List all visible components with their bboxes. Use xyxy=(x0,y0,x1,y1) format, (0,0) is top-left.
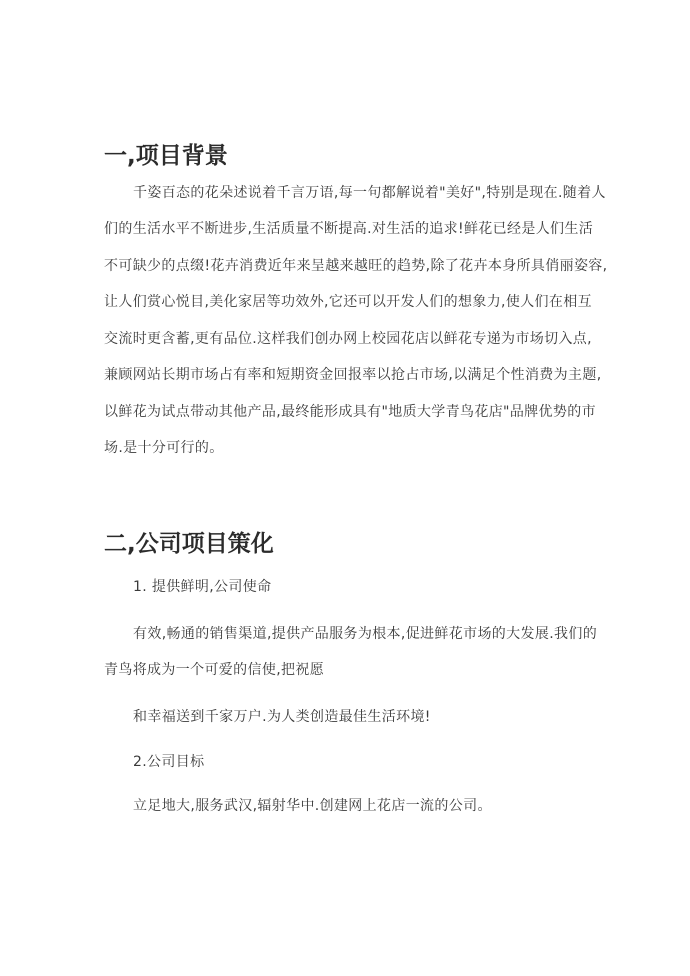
paragraph-line: 们的生活水平不断进步,生活质量不断提高.对生活的追求!鲜花已经是人们生活 xyxy=(104,221,594,237)
paragraph-line: 兼顾网站长期市场占有率和短期资金回报率以抢占市场,以满足个性消费为主题, xyxy=(104,367,602,383)
paragraph-line: 让人们赏心悦目,美化家居等功效外,它还可以开发人们的想象力,使人们在相互 xyxy=(104,294,592,310)
paragraph-line: 立足地大,服务武汉,辐射华中.创建网上花店一流的公司。 xyxy=(133,798,492,814)
paragraph-line: 和幸福送到千家万户.为人类创造最佳生活环境! xyxy=(133,709,431,725)
paragraph-line: 场.是十分可行的。 xyxy=(104,440,224,456)
section-heading-company-planning: 二,公司项目策化 xyxy=(104,531,274,557)
paragraph-line: 青鸟将成为一个可爱的信使,把祝愿 xyxy=(104,662,325,678)
paragraph-line: 交流时更含蓄,更有品位.这样我们创办网上校园花店以鲜花专递为市场切入点, xyxy=(104,331,592,347)
section-heading-project-background: 一,项目背景 xyxy=(104,143,228,169)
paragraph-line: 以鲜花为试点带动其他产品,最终能形成具有"地质大学青鸟花店"品牌优势的市 xyxy=(104,404,596,420)
paragraph-line: 有效,畅通的销售渠道,提供产品服务为根本,促进鲜花市场的大发展.我们的 xyxy=(133,626,598,642)
item-title-company-goal: 2.公司目标 xyxy=(133,754,205,770)
item-title-mission: 1. 提供鲜明,公司使命 xyxy=(133,579,272,595)
paragraph-line: 不可缺少的点缀!花卉消费近年来呈越来越旺的趋势,除了花卉本身所具俏丽姿容, xyxy=(104,258,608,274)
paragraph-line: 千姿百态的花朵述说着千言万语,每一句都解说着"美好",特别是现在.随着人 xyxy=(133,185,606,201)
